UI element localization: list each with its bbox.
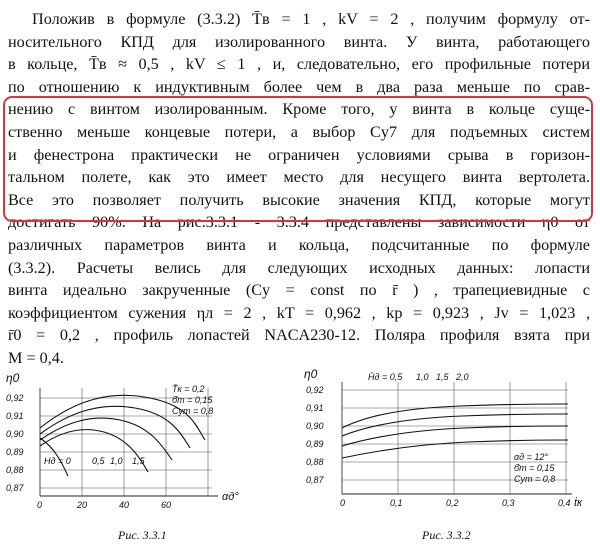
y-tick: 0,90	[306, 421, 324, 431]
text-line: носительного КПД для изолированного винта. У винта, работающего	[8, 32, 590, 51]
text-line: по отношению к индуктивным более чем в два раза меньше по срав-	[8, 77, 590, 96]
param-label: б̄т = 0,15	[514, 463, 555, 473]
y-tick: 0,88	[6, 465, 24, 475]
param-label: б̄т = 0,15	[172, 395, 213, 405]
y-tick: 0,89	[6, 447, 24, 457]
param-label: T̄к = 0,2	[172, 384, 205, 394]
header-param: H̄д = 0,5	[368, 372, 403, 382]
curve-label: 1,5	[132, 456, 145, 466]
highlight-box	[3, 96, 593, 222]
text-line: (3.3.2). Расчеты велись для следующих исходных данных: лопасти	[8, 258, 590, 277]
header-param: 1,5	[436, 372, 449, 382]
y-axis-label: η0	[6, 371, 20, 385]
y-tick: 0,92	[6, 393, 24, 403]
y-tick: 0,89	[306, 439, 324, 449]
text-line: тальном полете, как это имеет место для несущего винта вертолета.	[8, 168, 590, 187]
figure-3-3-1-plot	[0, 368, 262, 546]
x-axis-label: αд°	[222, 491, 239, 503]
figure-3-3-2	[300, 368, 600, 546]
text-line: r̄0 = 0,2 , профиль лопастей NACA230-12. Поляра профиля взята при	[8, 326, 590, 345]
param-label: αд = 12°	[514, 452, 548, 462]
text-line: коэффициентом сужения ηл = 2 , kT = 0,962 , kp = 0,923 , Jv = 1,023 ,	[8, 303, 590, 322]
text-line: нению с винтом изолированным. Кроме того, у винта в кольце суще-	[8, 100, 590, 119]
text-line: в кольце, T̄в ≈ 0,5 , kV ≤ 1 , и, следовательно, его профильные потери	[8, 55, 590, 74]
y-tick: 0,87	[306, 475, 324, 485]
x-tick: 0,3	[502, 498, 515, 508]
y-tick: 0,91	[306, 403, 324, 413]
text-line: ственно меньше концевые потери, а выбор Cy7 для подъемных систем	[8, 122, 590, 141]
x-tick: 0,1	[390, 498, 403, 508]
y-tick: 0,87	[6, 483, 24, 493]
header-param: 2,0	[456, 372, 469, 382]
text-line: достигать 90%. На рис.3.3.1 - 3.3.4 представлены зависимости η0 от	[8, 213, 590, 232]
y-tick: 0,92	[306, 385, 324, 395]
figure-caption: Рис. 3.3.1	[118, 528, 167, 542]
x-tick: 0	[340, 498, 346, 508]
curve-h10	[342, 414, 568, 436]
x-tick: 0,2	[446, 498, 459, 508]
x-tick: 60	[161, 500, 172, 510]
curve-label: 1,0	[110, 456, 123, 466]
param-label: Cyт = 0,8	[172, 406, 214, 416]
param-label: Cyт = 0,8	[514, 474, 556, 484]
x-tick: 20	[77, 500, 88, 510]
text-line: различных параметров винта и кольца, подсчитанные по формуле	[8, 235, 590, 254]
curve-label: 0,5	[92, 456, 105, 466]
x-tick: 0,4	[558, 498, 571, 508]
text-line: и фенестрона практически не ограничен условиями срыва в горизон-	[8, 145, 590, 164]
text-line: Все это позволяет получить высокие значения КПД, которые могут	[8, 190, 590, 209]
y-tick: 0,91	[6, 411, 24, 421]
text-line: винта идеально закрученные (Cy = const по r̄ ) , трапециевидные с	[8, 281, 590, 300]
y-tick: 0,88	[306, 457, 324, 467]
figure-3-3-2-plot	[300, 368, 600, 546]
y-axis-label: η0	[304, 368, 318, 381]
y-tick: 0,90	[6, 429, 24, 439]
figure-caption: Рис. 3.3.2	[422, 528, 471, 542]
header-param: 1,0	[416, 372, 429, 382]
curve-h10	[40, 418, 172, 460]
x-axis-label: ṫк	[574, 497, 583, 509]
x-tick: 0	[37, 500, 43, 510]
curve-label: Hд = 0	[44, 456, 71, 466]
figure-3-3-1	[0, 368, 262, 546]
text-line: Положив в формуле (3.3.2) T̄в = 1 , kV = 2 , получим формулу от-	[32, 10, 590, 28]
text-line: M = 0,4.	[8, 348, 64, 367]
x-tick: 40	[119, 500, 130, 510]
